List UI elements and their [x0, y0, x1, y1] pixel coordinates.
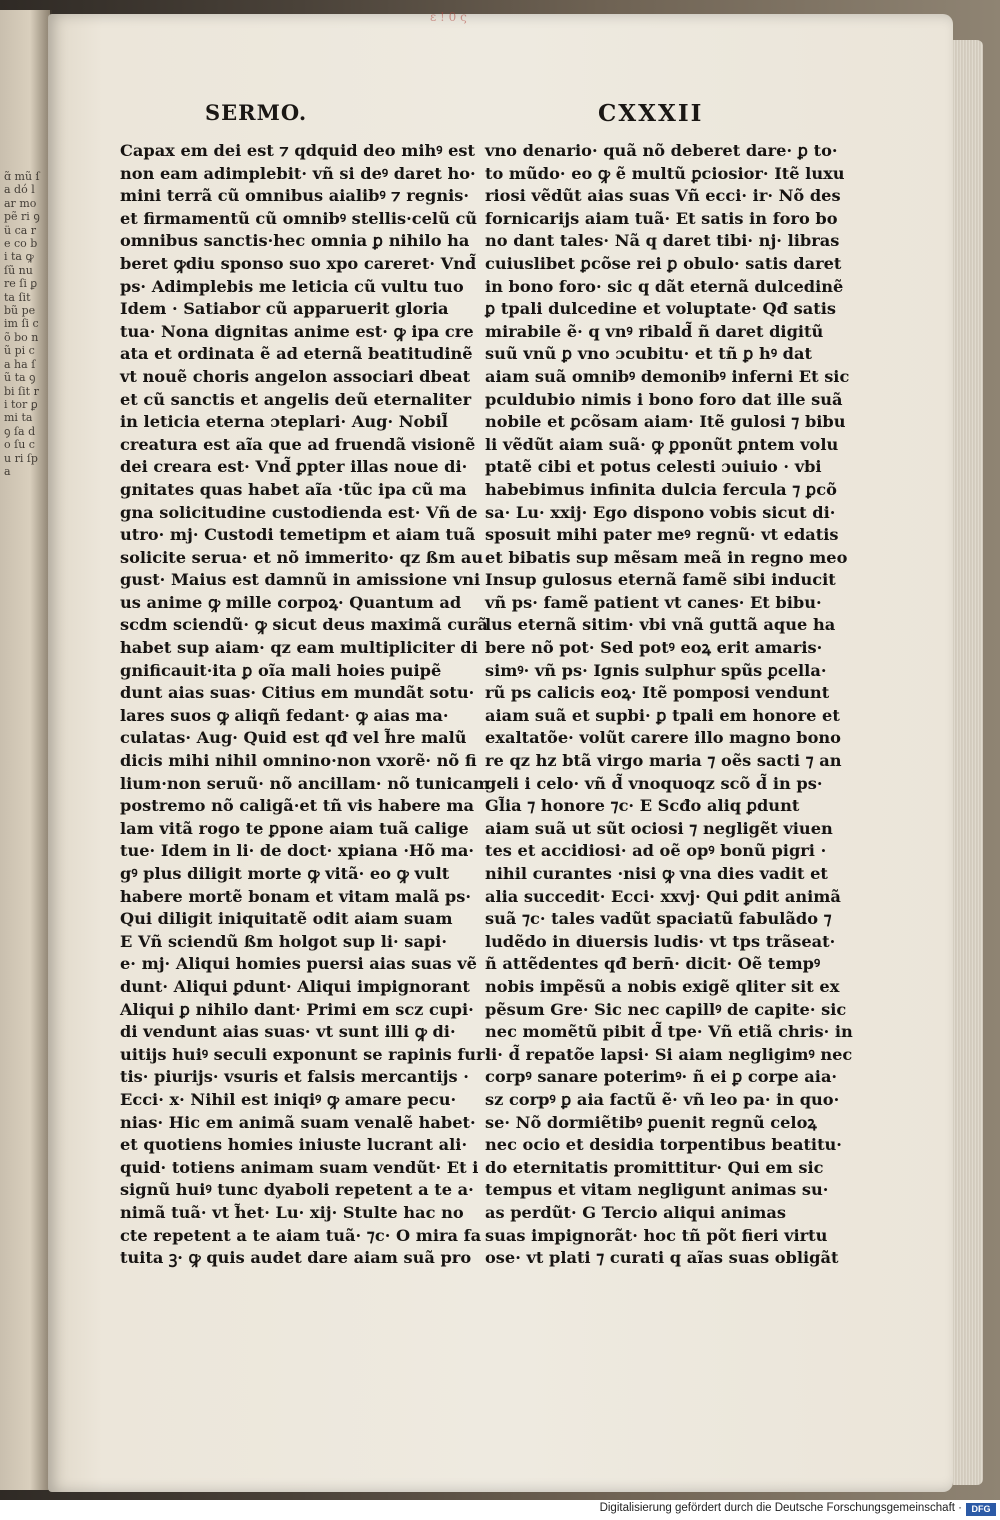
text-line: postremo nõ caligã·et tñ vis habere ma — [120, 796, 474, 816]
text-line: nobis impẽsũ a nobis exigẽ qliter sit ex — [485, 976, 840, 996]
text-line: nihil curantes ·nisi ꝙ vna dies vadit et — [485, 864, 828, 883]
text-line: solicite serua· et nõ immerito· qz ßm au — [120, 547, 484, 567]
text-line: li vẽdũt aiam suã· ꝙ ꝑponũt ꝑntem volu — [485, 434, 839, 454]
footer-credit: Digitalisierung gefördert durch die Deutsche Forschungsgemeinschaft · — [599, 1502, 962, 1514]
text-line: sposuit mihi pater meꝰ regnũ· vt edatis — [485, 525, 839, 545]
text-line: Ecci· x· Nihil est iniqiꝰ ꝙ amare pecu· — [120, 1089, 457, 1109]
text-line: signũ huiꝰ tunc dyaboli repetent a te a· — [120, 1180, 474, 1200]
text-line: geli i celo· vñ d̃ vnoquoqz scõ d̃ in ps· — [485, 773, 823, 793]
text-line: nec ocio et desidia torpentibus beatitu· — [485, 1135, 842, 1155]
text-line: uitijs huiꝰ seculi exponunt se rapinis fur· — [120, 1044, 491, 1064]
footer-bar — [0, 1500, 1000, 1520]
text-line: beret ꝙdiu sponso suo xpo careret· Vnd̃ — [120, 253, 477, 273]
right-text-column — [485, 140, 853, 1270]
text-line: fornicarijs aiam tuã· Et satis in foro bo — [485, 208, 838, 228]
text-line: habere mortẽ bonam et vitam malã ps· — [120, 886, 471, 906]
text-line: no dant tales· Nã q daret tibi· nj· libras — [485, 231, 840, 251]
text-line: vno denario· quã nõ deberet dare· ꝑ to· — [485, 141, 838, 160]
text-line: tes et accidiosi· ad oẽ opꝰ bonũ pigri · — [485, 841, 827, 861]
dfg-logo: DFG — [966, 1503, 996, 1516]
text-line: dunt· Aliqui ꝑdunt· Aliqui impignorant — [120, 976, 470, 996]
text-line: lam vitã rogo te ꝑpone aiam tuã calige — [120, 818, 469, 838]
text-line: pculdubio nimis i bono foro dat ille suã — [485, 389, 843, 409]
text-line: dunt aias suas· Citius em mundãt sotu· — [120, 683, 475, 703]
text-line: re qz hz btã virgo maria ⁊ oẽs sacti ⁊ an — [485, 751, 842, 771]
text-line: ptatẽ cibi et potus celesti ɔuiuio · vbi — [485, 457, 822, 477]
text-line: et quotiens homies iniuste lucrant ali· — [120, 1135, 468, 1155]
text-line: exaltatõe· volũt carere illo magno bono — [485, 728, 841, 748]
text-line: Aliqui ꝑ nihilo dant· Primi em scz cupi· — [120, 999, 474, 1019]
text-line: tuita ꝫ· ꝙ quis audet dare aiam suã pro — [120, 1248, 472, 1268]
text-line: ata et ordinata ẽ ad eternã beatitudinẽ — [120, 344, 473, 364]
text-line: habebimus infinita dulcia fercula ⁊ ꝑcõ — [485, 479, 837, 499]
left-page-edge — [0, 10, 52, 1490]
text-line: dei creara est· Vnd̃ ꝑpter illas noue di· — [120, 457, 468, 477]
text-line: in leticia eterna ɔteplari· Aug· Nobil̃ — [120, 412, 448, 432]
text-line: aiam suã ut sũt ociosi ⁊ negligẽt viuen — [485, 818, 833, 838]
text-line: bere nõ pot· Sed potꝰ eoꝝ erit amaris· — [485, 638, 823, 658]
text-line: cuiuslibet ꝑcõse rei ꝑ obulo· satis daret — [485, 253, 842, 273]
text-line: et bibatis sup mẽsam meã in regno meo — [485, 547, 848, 567]
text-line: Idem · Satiabor cũ apparuerit gloria — [120, 299, 449, 319]
text-line: ludẽdo in diuersis ludis· vt tps trãseat· — [485, 931, 836, 951]
text-line: mini terrã cũ omnibus aialibꝰ ⁊ regnis· — [120, 186, 470, 206]
text-line: gꝰ plus diligit morte ꝙ vitã· eo ꝙ vult — [120, 864, 450, 883]
text-line: se· Nõ dormiẽtibꝰ ꝑuenit regnũ celoꝝ — [485, 1112, 817, 1132]
text-line: nimã tuã· vt h̃et· Lu· xij· Stulte hac no — [120, 1202, 464, 1222]
text-line: corpꝰ sanare poterimꝰ· ñ ei ꝑ corpe aia· — [485, 1067, 838, 1087]
text-line: us anime ꝙ mille corpoꝝ· Quantum ad — [120, 592, 462, 612]
text-line: tempus et vitam negligunt animas su· — [485, 1180, 829, 1200]
left-text-column — [120, 140, 491, 1270]
text-line: lus eternã sitim· vbi vnã guttã aque ha — [485, 615, 836, 635]
folio-number: CXXXII — [598, 100, 704, 127]
text-line: suũ vnũ ꝑ vno ɔcubitu· et tñ ꝑ hꝰ dat — [485, 344, 812, 364]
text-line: as perdũt· G Tercio aliqui animas — [485, 1202, 786, 1222]
text-line: do eternitatis promittitur· Qui em sic — [485, 1157, 824, 1177]
text-line: tis· piurijs· vsuris et falsis mercantijs · — [120, 1067, 469, 1087]
text-line: vñ ps· famẽ patient vt canes· Et bibu· — [485, 592, 822, 612]
text-line: gnificauit·ita ꝑ oĩa mali hoies puipẽ — [120, 660, 442, 680]
text-line: e· mj· Aliqui homies puersi aias suas vẽ — [120, 954, 477, 974]
text-line: nias· Hic em animã suam venalẽ habet· — [120, 1112, 476, 1132]
running-head-left: SERMO. — [205, 100, 308, 125]
text-line: sz corpꝰ ꝑ aia factũ ẽ· vñ leo pa· in quo· — [485, 1089, 840, 1109]
text-line: ñ attẽdentes qđ bern̄· dicit· Oẽ tempꝰ — [485, 954, 821, 974]
text-line: suas impignorãt· hoc tñ põt fieri virtu — [485, 1225, 828, 1245]
text-line: Insup gulosus eternã famẽ sibi inducit — [485, 570, 836, 590]
text-line: rũ ps calicis eoꝝ· Itẽ pomposi vendunt — [485, 683, 830, 703]
text-line: gna solicitudine custodienda est· Vñ de — [120, 502, 478, 522]
text-line: omnibus sanctis·hec omnia ꝑ nihilo ha — [120, 231, 470, 251]
text-line: et firmamentũ cũ omnibꝰ stellis·celũ cũ — [120, 208, 478, 228]
text-line: ps· Adimplebis me leticia cũ vultu tuo — [120, 276, 464, 296]
text-line: Gl̃ia ⁊ honore ⁊c· E Scđo aliq ꝑdunt — [485, 796, 800, 816]
page-stack-edge — [953, 40, 983, 1485]
text-line: habet sup aiam· qz eam multipliciter di — [120, 638, 478, 658]
text-line: lium·non seruũ· nõ ancillam· nõ tunicam — [120, 773, 491, 793]
text-line: Qui diligit iniquitatẽ odit aiam suam — [120, 909, 453, 929]
text-line: ꝑ tpali dulcedine et voluptate· Qđ satis — [485, 299, 836, 319]
text-line: lares suos ꝙ aliqñ fedant· ꝙ aias ma· — [120, 705, 449, 725]
text-line: aiam suã et supbi· ꝑ tpali em honore et — [485, 705, 840, 725]
text-line: aiam suã omnibꝰ demonibꝰ inferni Et sic — [485, 366, 850, 386]
text-line: tua· Nona dignitas anime est· ꝙ ipa cre — [120, 321, 474, 341]
text-line: li· d̃ repatõe lapsi· Si aiam negligimꝰ nec — [485, 1044, 853, 1064]
text-line: to mũdo· eo ꝙ ẽ multũ ꝑciosior· Itẽ luxu — [485, 163, 845, 183]
text-line: pẽsum Gre· Sic nec capillꝰ de capite· sic — [485, 999, 847, 1019]
text-line: non eam adimplebit· vñ si deꝰ daret ho· — [120, 163, 476, 183]
text-line: suã ⁊c· tales vadũt spaciatũ fabulãdo ⁊ — [485, 909, 832, 929]
text-line: tue· Idem in li· de doct· xpiana ·Hõ ma· — [120, 841, 474, 861]
text-line: dicis mihi nihil omnino·non vxorẽ· nõ fi — [120, 751, 477, 771]
text-line: culatas· Aug· Quid est qđ vel h̃re malũ — [120, 728, 467, 748]
text-line: di vendunt aias suas· vt sunt illi ꝙ di· — [120, 1022, 456, 1042]
text-line: scdm sciendũ· ꝙ sicut deus maximã curã — [120, 615, 488, 635]
text-line: cte repetent a te aiam tuã· ⁊c· O mira fa — [120, 1225, 482, 1245]
text-line: gust· Maius est damnũ in amissione vni — [120, 570, 481, 590]
text-line: E Vñ sciendũ ßm holgot sup li· sapi· — [120, 931, 447, 951]
left-page-text-fragment: ɑ̃ mũ ſa dó lar mo pẽ ri ꝯ ü ca re co bi ta ꝙ ſũ nu re ſi ꝑ ta ſit bũ pe im ſi cõ bo nũ pi ca ha ſũ ta ꝯ bi ſit ri tor ꝑ mi ta ꝯ ſa do ſu cu ri ſpa — [4, 170, 40, 478]
text-line: et cũ sanctis et angelis deũ eternaliter — [120, 389, 472, 409]
text-line: sa· Lu· xxij· Ego dispono vobis sicut di· — [485, 502, 836, 522]
text-line: alia succedit· Ecci· xxvj· Qui ꝑdit animã — [485, 886, 841, 906]
text-line: utro· mj· Custodi temetipm et aiam tuã — [120, 525, 476, 545]
text-line: simꝰ· vñ ps· Ignis sulphur spũs ꝑcella· — [485, 660, 827, 680]
text-line: creatura est aĩa que ad fruendã visionẽ — [120, 434, 476, 454]
text-line: gnitates quas habet aĩa ·tũc ipa cũ ma — [120, 479, 467, 499]
text-line: vt nouẽ choris angelon associari dbeat — [120, 366, 471, 386]
text-line: nobile et ꝑcõsam aiam· Itẽ gulosi ⁊ bibu — [485, 412, 846, 432]
text-line: Capax em dei est ⁊ qdquid deo mihꝰ est — [120, 141, 475, 160]
text-line: nec momẽtũ pibit d̃ tpe· Vñ etiã chris· in — [485, 1022, 853, 1042]
text-line: riosi vẽdũt aias suas Vñ ecci· ir· Nõ des — [485, 186, 841, 206]
text-line: mirabile ẽ· q vnꝰ ribald̃ ñ daret digitũ — [485, 321, 824, 341]
text-line: in bono foro· sic q dãt eternã dulcedinẽ — [485, 276, 844, 296]
rubric-mark: ε ! 0 ς — [430, 10, 467, 24]
text-line: quid· totiens animam suam vendũt· Et i — [120, 1157, 479, 1177]
text-line: ose· vt plati ⁊ curati q aĩas suas obligãt — [485, 1248, 839, 1268]
